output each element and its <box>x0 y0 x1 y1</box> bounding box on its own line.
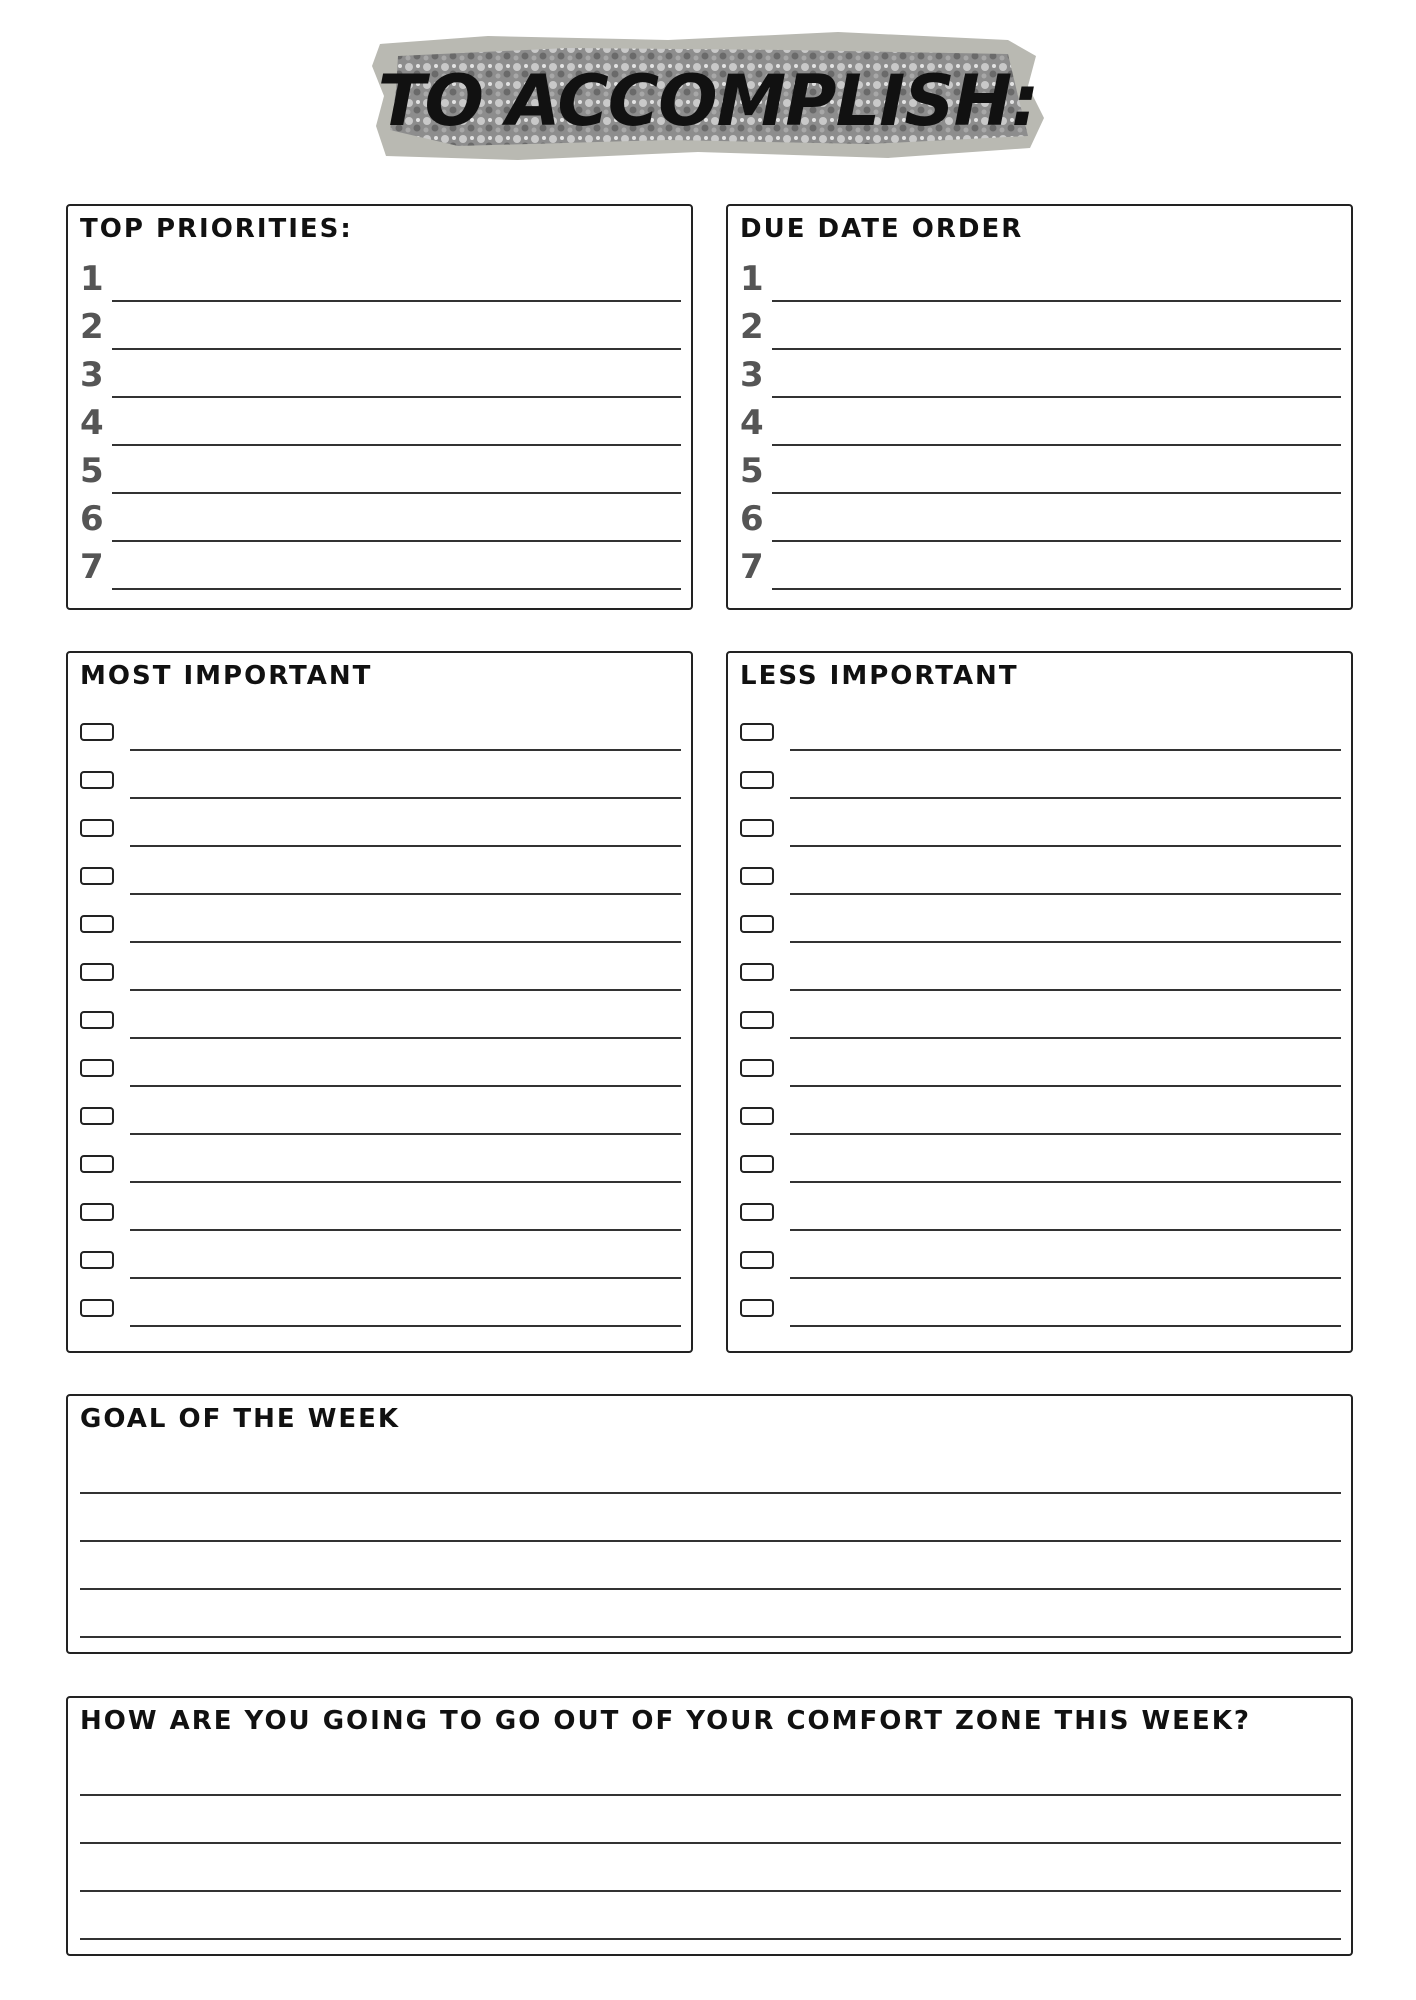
writing-line <box>130 845 681 847</box>
task-checkbox[interactable] <box>80 1107 114 1125</box>
writing-line <box>80 1890 1341 1892</box>
task-checkbox[interactable] <box>80 771 114 789</box>
task-checkbox[interactable] <box>80 915 114 933</box>
task-checkbox[interactable] <box>740 819 774 837</box>
comfort-zone-panel <box>66 1696 1353 1956</box>
due-number: 3 <box>740 355 764 395</box>
priority-number: 3 <box>80 355 104 395</box>
task-checkbox[interactable] <box>80 1155 114 1173</box>
priority-number: 4 <box>80 403 104 443</box>
task-checkbox[interactable] <box>80 867 114 885</box>
writing-line <box>772 300 1341 302</box>
task-checkbox[interactable] <box>80 963 114 981</box>
top-priorities-panel <box>66 204 693 610</box>
writing-line <box>130 1181 681 1183</box>
writing-line <box>112 492 681 494</box>
writing-line <box>790 1277 1341 1279</box>
writing-line <box>790 989 1341 991</box>
due-number: 4 <box>740 403 764 443</box>
writing-line <box>130 797 681 799</box>
most-important-panel <box>66 651 693 1353</box>
writing-line <box>130 749 681 751</box>
writing-line <box>790 1133 1341 1135</box>
due-date-order-panel <box>726 204 1353 610</box>
task-checkbox[interactable] <box>740 1203 774 1221</box>
priority-number: 6 <box>80 499 104 539</box>
writing-line <box>130 1325 681 1327</box>
task-checkbox[interactable] <box>740 1011 774 1029</box>
due-number: 6 <box>740 499 764 539</box>
writing-line <box>80 1842 1341 1844</box>
writing-line <box>80 1636 1341 1638</box>
task-checkbox[interactable] <box>80 1011 114 1029</box>
writing-line <box>790 893 1341 895</box>
writing-line <box>130 1133 681 1135</box>
task-checkbox[interactable] <box>740 1107 774 1125</box>
task-checkbox[interactable] <box>80 723 114 741</box>
top-priorities-heading: TOP PRIORITIES: <box>80 214 353 244</box>
writing-line <box>112 540 681 542</box>
task-checkbox[interactable] <box>80 819 114 837</box>
task-checkbox[interactable] <box>740 1059 774 1077</box>
writing-line <box>130 1229 681 1231</box>
writing-line <box>80 1794 1341 1796</box>
writing-line <box>790 1037 1341 1039</box>
writing-line <box>790 1181 1341 1183</box>
goal-of-week-panel <box>66 1394 1353 1654</box>
task-checkbox[interactable] <box>740 1155 774 1173</box>
writing-line <box>130 1277 681 1279</box>
writing-line <box>772 348 1341 350</box>
writing-line <box>130 1037 681 1039</box>
writing-line <box>80 1938 1341 1940</box>
task-checkbox[interactable] <box>740 1299 774 1317</box>
task-checkbox[interactable] <box>80 1203 114 1221</box>
writing-line <box>772 396 1341 398</box>
writing-line <box>112 300 681 302</box>
task-checkbox[interactable] <box>740 771 774 789</box>
writing-line <box>130 989 681 991</box>
writing-line <box>772 540 1341 542</box>
comfort-zone-heading: HOW ARE YOU GOING TO GO OUT OF YOUR COMFORT ZONE THIS WEEK? <box>80 1706 1251 1736</box>
writing-line <box>772 444 1341 446</box>
task-checkbox[interactable] <box>80 1059 114 1077</box>
writing-line <box>80 1588 1341 1590</box>
page-title: TO ACCOMPLISH: <box>377 60 1039 142</box>
task-checkbox[interactable] <box>740 723 774 741</box>
writing-line <box>80 1492 1341 1494</box>
task-checkbox[interactable] <box>740 1251 774 1269</box>
writing-line <box>130 941 681 943</box>
due-number: 5 <box>740 451 764 491</box>
task-checkbox[interactable] <box>740 963 774 981</box>
writing-line <box>790 941 1341 943</box>
priority-number: 7 <box>80 547 104 587</box>
writing-line <box>790 749 1341 751</box>
writing-line <box>112 588 681 590</box>
priority-number: 5 <box>80 451 104 491</box>
most-important-heading: MOST IMPORTANT <box>80 661 373 691</box>
writing-line <box>772 588 1341 590</box>
priority-number: 1 <box>80 259 104 299</box>
title-banner <box>368 26 1048 176</box>
less-important-heading: LESS IMPORTANT <box>740 661 1019 691</box>
task-checkbox[interactable] <box>80 1299 114 1317</box>
writing-line <box>112 396 681 398</box>
writing-line <box>130 893 681 895</box>
task-checkbox[interactable] <box>740 915 774 933</box>
due-date-order-heading: DUE DATE ORDER <box>740 214 1024 244</box>
writing-line <box>130 1085 681 1087</box>
writing-line <box>790 1325 1341 1327</box>
less-important-panel <box>726 651 1353 1353</box>
due-number: 7 <box>740 547 764 587</box>
writing-line <box>790 845 1341 847</box>
priority-number: 2 <box>80 307 104 347</box>
writing-line <box>80 1540 1341 1542</box>
writing-line <box>790 1229 1341 1231</box>
task-checkbox[interactable] <box>740 867 774 885</box>
writing-line <box>790 1085 1341 1087</box>
writing-line <box>112 444 681 446</box>
writing-line <box>790 797 1341 799</box>
writing-line <box>772 492 1341 494</box>
goal-of-week-heading: GOAL OF THE WEEK <box>80 1404 401 1434</box>
due-number: 1 <box>740 259 764 299</box>
due-number: 2 <box>740 307 764 347</box>
task-checkbox[interactable] <box>80 1251 114 1269</box>
writing-line <box>112 348 681 350</box>
